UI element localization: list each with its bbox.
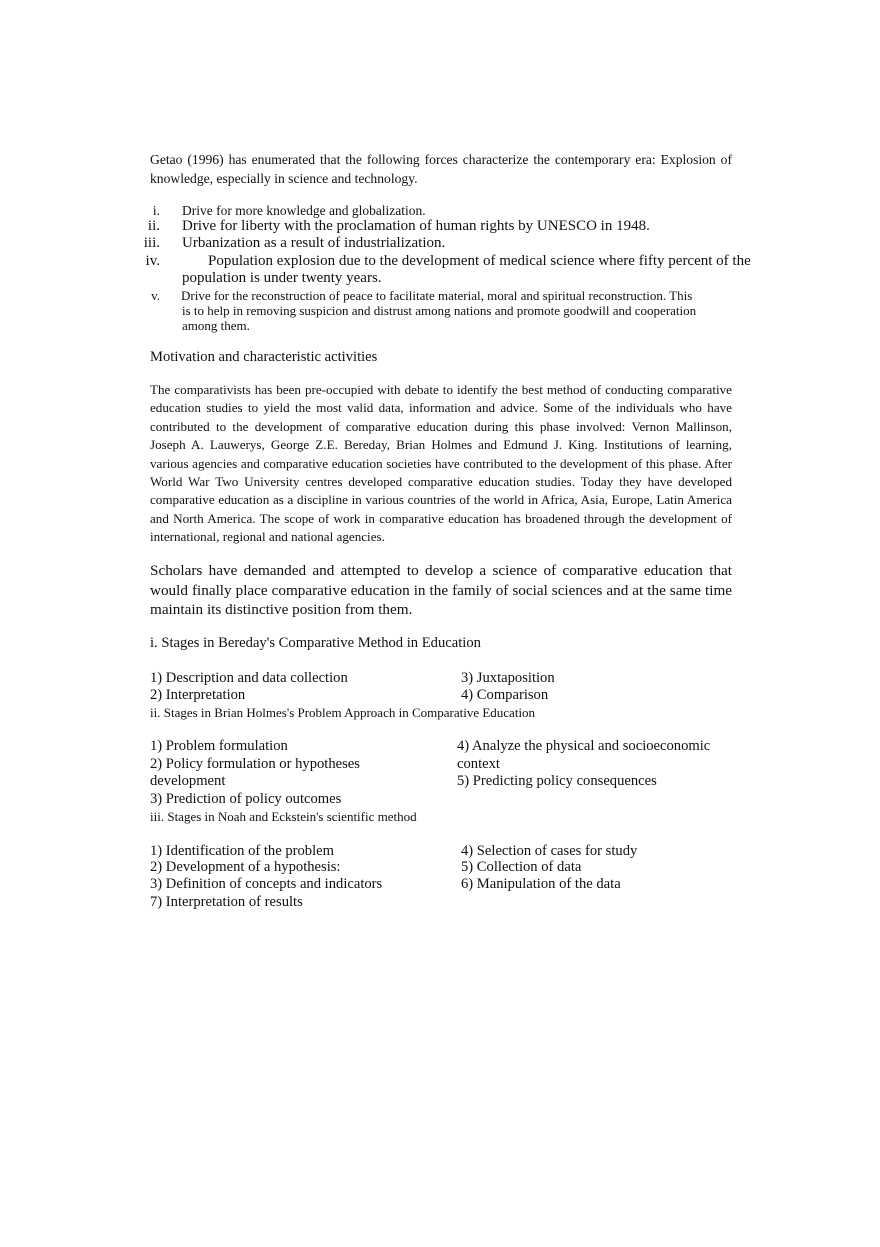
noah-eckstein-heading: iii. Stages in Noah and Eckstein's scientific method — [150, 809, 417, 824]
scholars-paragraph: Scholars have demanded and attempted to develop a science of comparative education that would finally place comparative education in the family of social sciences and at the same time maintain its distinctive position from them. — [150, 562, 732, 619]
list-item-continued: context — [457, 756, 500, 772]
list-text-continued: among them. — [182, 318, 250, 333]
list-item: 4) Comparison — [461, 687, 549, 703]
list-text: Population explosion due to the development of medical science where fifty percent of the — [208, 253, 751, 269]
list-item: 2) Interpretation — [150, 687, 246, 703]
list-item-continued: development — [150, 773, 226, 789]
list-item: 1) Identification of the problem — [150, 843, 334, 859]
holmes-heading: ii. Stages in Brian Holmes's Problem Approach in Comparative Education — [150, 705, 536, 720]
list-text-continued: population is under twenty years. — [182, 270, 382, 286]
list-item: 2) Development of a hypothesis: — [150, 859, 341, 875]
list-item: 7) Interpretation of results — [150, 894, 303, 910]
list-item: 1) Problem formulation — [150, 738, 288, 754]
list-number: v. — [151, 288, 160, 303]
list-item: 2) Policy formulation or hypotheses — [150, 756, 360, 772]
comparativists-paragraph: The comparativists has been pre-occupied with debate to identify the best method of conducting comparative education studies to yield the most valid data, information and advice. Some of the individuals who have contributed to the development of comparative education during this phase involved: Vernon Mallinson, Joseph A. Lauwerys, George Z.E. Bereday, Brian Holmes and Edmund J. King. Institutions of learning, various agencies and comparative education societies have contributed to the development of this phase. After World War Two University centres developed comparative education studies. Today they have developed comparative education as a discipline in various countries of the world in Africa, Asia, Europe, Latin America and North America. The scope of work in comparative education has broadened through the development of international, regional and national agencies. — [150, 382, 732, 545]
intro-paragraph: Getao (1996) has enumerated that the following forces characterize the contemporary era: Explosion of knowledge, especially in science and technology. — [150, 152, 732, 186]
list-text: Drive for the reconstruction of peace to facilitate material, moral and spiritual reconstruction. This — [181, 288, 693, 303]
list-item: 3) Definition of concepts and indicators — [150, 876, 383, 892]
list-text-continued: is to help in removing suspicion and distrust among nations and promote goodwill and cooperation — [182, 303, 697, 318]
list-item: 5) Predicting policy consequences — [457, 773, 657, 789]
list-item: 4) Analyze the physical and socioeconomic — [457, 738, 711, 754]
list-text: Urbanization as a result of industrialization. — [182, 235, 446, 251]
list-item: 5) Collection of data — [461, 859, 582, 875]
list-number: ii. — [147, 218, 160, 234]
list-number: iii. — [143, 235, 160, 251]
section-heading: Motivation and characteristic activities — [150, 349, 378, 365]
list-item: 3) Prediction of policy outcomes — [150, 791, 342, 807]
list-text: Drive for liberty with the proclamation of human rights by UNESCO in 1948. — [182, 218, 650, 234]
bereday-heading: i. Stages in Bereday's Comparative Method in Education — [150, 635, 481, 651]
list-number: iv. — [145, 253, 160, 269]
list-item: 4) Selection of cases for study — [461, 843, 638, 859]
list-text: Drive for more knowledge and globalization. — [182, 203, 426, 218]
list-item: 1) Description and data collection — [150, 670, 348, 686]
list-item: 6) Manipulation of the data — [461, 876, 621, 892]
list-number: i. — [152, 203, 160, 218]
list-item: 3) Juxtaposition — [461, 670, 555, 686]
